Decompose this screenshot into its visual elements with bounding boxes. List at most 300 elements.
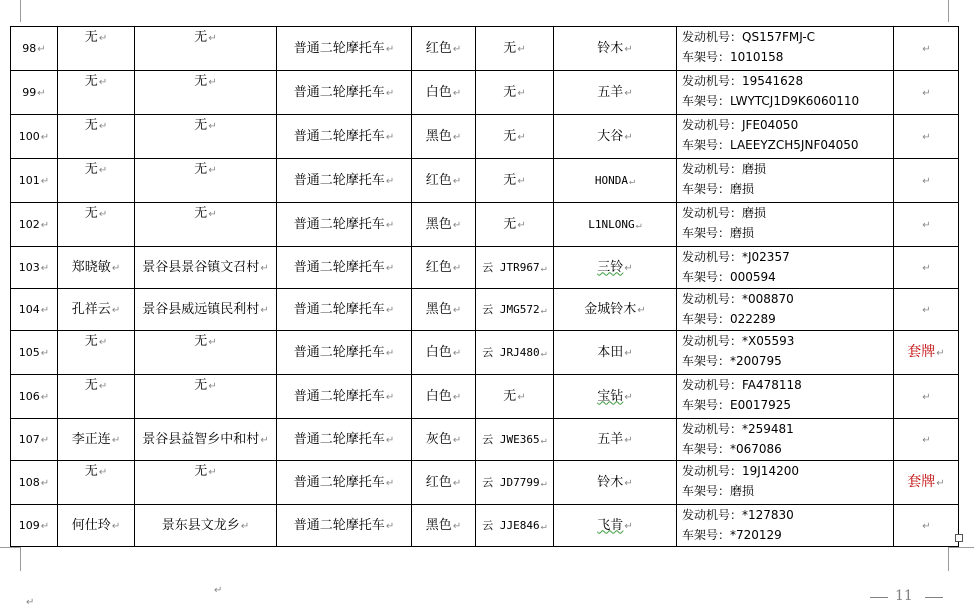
paragraph-mark: ↵ [452, 477, 462, 489]
paragraph-mark: ↵ [452, 131, 462, 143]
number-text: 102 [18, 217, 40, 231]
paragraph-mark: ↵ [111, 262, 121, 274]
cell-vehicle-type[interactable] [277, 27, 412, 71]
paragraph-mark: ↵ [452, 87, 462, 99]
cell-ids[interactable] [677, 159, 894, 203]
cell-vehicle-type[interactable] [277, 115, 412, 159]
paragraph-mark: ↵ [208, 121, 217, 132]
cell-ids[interactable] [677, 331, 894, 375]
vehicle-type-text: 普通二轮摩托车 [293, 40, 385, 56]
cell-vehicle-type[interactable] [277, 71, 412, 115]
paragraph-mark: ↵ [40, 175, 50, 187]
paragraph-mark: ↵ [40, 434, 50, 446]
paragraph-mark: ↵ [452, 175, 462, 187]
paragraph-mark: ↵ [40, 304, 50, 316]
paragraph-mark: ↵ [452, 520, 462, 532]
paragraph-mark: ↵ [37, 87, 46, 99]
vehicle-type-text: 普通二轮摩托车 [293, 474, 385, 490]
cell-color[interactable] [412, 331, 476, 375]
cell-vehicle-type[interactable] [277, 375, 412, 419]
paragraph-mark: ↵ [98, 33, 108, 44]
cell-remark[interactable] [894, 247, 959, 289]
paragraph-mark: ↵ [98, 209, 108, 220]
cell-brand[interactable] [554, 331, 677, 375]
paragraph-mark: ↵ [922, 131, 931, 143]
address-text: 无 [194, 206, 208, 221]
cell-ids[interactable] [677, 203, 894, 247]
paragraph-mark: ↵ [517, 175, 526, 187]
cell-vehicle-type[interactable] [277, 289, 412, 331]
brand-text: 金城铃木 [584, 301, 637, 317]
paragraph-mark: ↵ [452, 43, 462, 55]
frame-number: 车架号：1010158 [682, 50, 784, 64]
plate-text: 无 [503, 388, 517, 404]
paragraph-mark: ↵ [624, 87, 633, 99]
cell-plate[interactable] [476, 27, 554, 71]
cell-brand[interactable] [554, 289, 677, 331]
brand-text: 五羊 [597, 84, 624, 100]
cell-ids[interactable] [677, 71, 894, 115]
engine-number: 发动机号：*127830 [682, 508, 794, 522]
cell-color[interactable] [412, 461, 476, 505]
paragraph-mark: ↵ [385, 304, 395, 316]
paragraph-mark: ↵ [922, 175, 931, 187]
address-text: 景谷县威远镇民利村 [142, 301, 260, 317]
number-text: 105 [18, 345, 40, 359]
paragraph-mark: ↵ [540, 347, 547, 359]
table-row [11, 375, 959, 419]
engine-number: 发动机号：磨损 [682, 206, 767, 220]
paragraph-mark: ↵ [624, 262, 633, 274]
owner-text: 李正连 [71, 431, 111, 447]
frame-number: 车架号：*067086 [682, 442, 782, 456]
paragraph-mark: ↵ [452, 347, 462, 359]
crop-mark-bottom-left-h [0, 547, 20, 548]
cell-ids[interactable] [677, 247, 894, 289]
cell-ids[interactable] [677, 27, 894, 71]
vehicle-type-text: 普通二轮摩托车 [293, 172, 385, 188]
paragraph-mark: ↵ [936, 477, 945, 489]
cell-address[interactable] [135, 27, 277, 71]
cell-brand[interactable] [554, 461, 677, 505]
brand-text: 五羊 [597, 431, 624, 447]
frame-number: 车架号：*200795 [682, 354, 782, 368]
color-text: 灰色 [425, 431, 452, 447]
vehicle-type-text: 普通二轮摩托车 [293, 431, 385, 447]
vehicle-type-text: 普通二轮摩托车 [293, 259, 385, 275]
cell-plate[interactable] [476, 247, 554, 289]
cell-plate[interactable] [476, 115, 554, 159]
brand-text: 铃木 [597, 474, 624, 490]
cell-color[interactable] [412, 247, 476, 289]
address-text: 无 [194, 74, 208, 89]
color-text: 黑色 [425, 128, 452, 144]
cell-remark[interactable] [894, 419, 959, 461]
paragraph-mark: ↵ [629, 175, 636, 187]
address-text: 无 [194, 162, 208, 177]
paragraph-mark: ↵ [98, 121, 108, 132]
cell-address[interactable] [135, 419, 277, 461]
frame-number: 车架号：磨损 [682, 484, 755, 498]
frame-number: 车架号：LAEEYZCH5JNF04050 [682, 138, 859, 152]
paragraph-mark: ↵ [26, 597, 35, 608]
cell-number[interactable] [11, 71, 58, 115]
cell-brand[interactable] [554, 375, 677, 419]
page-number: 11 [895, 588, 913, 604]
cell-number[interactable] [11, 247, 58, 289]
paragraph-mark: ↵ [385, 131, 395, 143]
paragraph-mark: ↵ [385, 262, 395, 274]
cell-remark[interactable] [894, 115, 959, 159]
engine-number: 发动机号：QS157FMJ-C [682, 30, 816, 44]
cell-ids[interactable] [677, 505, 894, 547]
cell-ids[interactable] [677, 375, 894, 419]
frame-number: 车架号：022289 [682, 312, 776, 326]
paragraph-mark: ↵ [37, 43, 46, 55]
cell-remark[interactable] [894, 505, 959, 547]
paragraph-mark: ↵ [385, 477, 395, 489]
cell-number[interactable] [11, 419, 58, 461]
paragraph-mark: ↵ [40, 262, 50, 274]
plate-text: 云 JJE846 [482, 518, 540, 532]
color-text: 红色 [425, 474, 452, 490]
paragraph-mark: ↵ [98, 467, 108, 478]
address-text: 景谷县益智乡中和村 [142, 431, 260, 447]
cell-ids[interactable] [677, 115, 894, 159]
cell-vehicle-type[interactable] [277, 331, 412, 375]
plate-text: 无 [503, 84, 517, 100]
paragraph-mark: ↵ [385, 87, 395, 99]
cell-vehicle-type[interactable] [277, 419, 412, 461]
paragraph-mark: ↵ [385, 391, 395, 403]
paragraph-mark: ↵ [40, 520, 50, 532]
plate-text: 云 JMG572 [482, 302, 540, 316]
cell-color[interactable] [412, 375, 476, 419]
frame-number: 车架号：E0017925 [682, 398, 792, 412]
cell-remark[interactable] [894, 159, 959, 203]
table-row [11, 27, 959, 71]
table-row [11, 419, 959, 461]
paragraph-mark: ↵ [385, 434, 395, 446]
owner-text: 无 [84, 464, 98, 479]
cell-plate[interactable] [476, 331, 554, 375]
cell-owner[interactable] [58, 419, 135, 461]
cell-address[interactable] [135, 159, 277, 203]
color-text: 黑色 [425, 216, 452, 232]
plate-text: 云 JWE365 [482, 432, 540, 446]
paragraph-mark: ↵ [922, 520, 931, 532]
remark-text: 套牌 [907, 473, 936, 490]
plate-text: 无 [503, 172, 517, 188]
number-text: 101 [18, 173, 40, 187]
plate-text: 无 [503, 216, 517, 232]
engine-number: 发动机号：19541628 [682, 74, 804, 88]
cell-address[interactable] [135, 505, 277, 547]
plate-text: 无 [503, 40, 517, 56]
plate-text: 无 [503, 128, 517, 144]
cell-brand[interactable] [554, 159, 677, 203]
paragraph-mark: ↵ [385, 175, 395, 187]
number-text: 104 [18, 302, 40, 316]
plate-text: 云 JTR967 [482, 260, 540, 274]
cell-color[interactable] [412, 419, 476, 461]
cell-owner[interactable] [58, 331, 135, 375]
cell-owner[interactable] [58, 27, 135, 71]
brand-text: 飞肯 [597, 517, 624, 533]
paragraph-mark: ↵ [517, 219, 526, 231]
cell-plate[interactable] [476, 71, 554, 115]
cell-color[interactable] [412, 71, 476, 115]
paragraph-mark: ↵ [208, 381, 217, 392]
paragraph-mark: ↵ [452, 434, 462, 446]
paragraph-mark: ↵ [517, 131, 526, 143]
cell-brand[interactable] [554, 27, 677, 71]
number-text: 103 [18, 260, 40, 274]
color-text: 红色 [425, 259, 452, 275]
paragraph-mark: ↵ [624, 43, 633, 55]
paragraph-mark: ↵ [540, 520, 547, 532]
color-text: 白色 [425, 388, 452, 404]
paragraph-mark: ↵ [40, 219, 50, 231]
vehicle-type-text: 普通二轮摩托车 [293, 216, 385, 232]
color-text: 白色 [425, 84, 452, 100]
page-number-dash-right [925, 597, 943, 598]
vehicle-type-text: 普通二轮摩托车 [293, 517, 385, 533]
table-resize-handle[interactable] [955, 534, 963, 542]
paragraph-mark: ↵ [40, 391, 50, 403]
cell-address[interactable] [135, 71, 277, 115]
cell-color[interactable] [412, 159, 476, 203]
cell-plate[interactable] [476, 505, 554, 547]
paragraph-mark: ↵ [517, 87, 526, 99]
paragraph-mark: ↵ [208, 467, 217, 478]
plate-text: 云 JRJ480 [482, 345, 540, 359]
engine-number: 发动机号：19J14200 [682, 464, 799, 478]
crop-mark-bottom-right-h [948, 547, 974, 548]
paragraph-mark: ↵ [208, 337, 217, 348]
cell-number[interactable] [11, 461, 58, 505]
brand-text: 宝钻 [597, 388, 624, 404]
cell-address[interactable] [135, 203, 277, 247]
cell-remark[interactable] [894, 461, 959, 505]
paragraph-mark: ↵ [260, 434, 269, 446]
address-text: 无 [194, 378, 208, 393]
number-text: 107 [18, 432, 40, 446]
cell-owner[interactable] [58, 115, 135, 159]
paragraph-mark: ↵ [922, 43, 931, 55]
cell-number[interactable] [11, 27, 58, 71]
paragraph-mark: ↵ [208, 33, 217, 44]
owner-text: 何仕玲 [71, 517, 111, 533]
paragraph-mark: ↵ [240, 520, 250, 532]
paragraph-mark: ↵ [40, 347, 50, 359]
vehicle-type-text: 普通二轮摩托车 [293, 301, 385, 317]
paragraph-mark: ↵ [922, 434, 931, 446]
paragraph-mark: ↵ [98, 381, 108, 392]
engine-number: 发动机号：磨损 [682, 162, 767, 176]
cell-remark[interactable] [894, 289, 959, 331]
paragraph-mark: ↵ [208, 77, 217, 88]
table-row [11, 203, 959, 247]
cell-owner[interactable] [58, 375, 135, 419]
cell-plate[interactable] [476, 375, 554, 419]
cell-address[interactable] [135, 289, 277, 331]
paragraph-mark: ↵ [635, 219, 642, 231]
paragraph-mark: ↵ [452, 391, 462, 403]
address-text: 景东县文龙乡 [161, 517, 240, 533]
cell-number[interactable] [11, 289, 58, 331]
cell-ids[interactable] [677, 461, 894, 505]
paragraph-mark: ↵ [111, 304, 121, 316]
cell-color[interactable] [412, 203, 476, 247]
paragraph-mark: ↵ [624, 434, 633, 446]
table-row [11, 461, 959, 505]
cell-remark[interactable] [894, 375, 959, 419]
cell-owner[interactable] [58, 203, 135, 247]
cell-plate[interactable] [476, 461, 554, 505]
cell-address[interactable] [135, 115, 277, 159]
cell-number[interactable] [11, 505, 58, 547]
color-text: 黑色 [425, 301, 452, 317]
vehicle-table [10, 26, 959, 547]
paragraph-mark: ↵ [111, 434, 121, 446]
number-text: 100 [18, 129, 40, 143]
crop-mark-top-left [20, 0, 21, 22]
cell-address[interactable] [135, 331, 277, 375]
cell-remark[interactable] [894, 203, 959, 247]
paragraph-mark: ↵ [637, 304, 646, 316]
engine-number: 发动机号：*259481 [682, 422, 794, 436]
cell-address[interactable] [135, 247, 277, 289]
cell-address[interactable] [135, 375, 277, 419]
paragraph-mark: ↵ [540, 262, 547, 274]
cell-color[interactable] [412, 289, 476, 331]
paragraph-mark: ↵ [922, 391, 931, 403]
brand-text: 三铃 [597, 259, 624, 275]
paragraph-mark: ↵ [624, 520, 633, 532]
engine-number: 发动机号：JFE04050 [682, 118, 799, 132]
paragraph-mark: ↵ [98, 77, 108, 88]
frame-number: 车架号：LWYTCJ1D9K6060110 [682, 94, 860, 108]
paragraph-mark: ↵ [260, 304, 269, 316]
cell-color[interactable] [412, 27, 476, 71]
cell-vehicle-type[interactable] [277, 159, 412, 203]
paragraph-mark: ↵ [922, 219, 931, 231]
owner-text: 无 [84, 30, 98, 45]
table-row [11, 115, 959, 159]
owner-text: 孔祥云 [71, 301, 111, 317]
number-text: 98 [22, 41, 37, 55]
cell-vehicle-type[interactable] [277, 247, 412, 289]
paragraph-mark: ↵ [111, 520, 121, 532]
paragraph-mark: ↵ [385, 219, 395, 231]
address-text: 无 [194, 464, 208, 479]
table-row [11, 331, 959, 375]
vehicle-type-text: 普通二轮摩托车 [293, 84, 385, 100]
engine-number: 发动机号：*008870 [682, 292, 794, 306]
engine-number: 发动机号：FA478118 [682, 378, 802, 392]
paragraph-mark: ↵ [624, 347, 633, 359]
owner-text: 无 [84, 378, 98, 393]
cell-brand[interactable] [554, 203, 677, 247]
paragraph-mark: ↵ [385, 43, 395, 55]
color-text: 红色 [425, 40, 452, 56]
table-row [11, 71, 959, 115]
cell-plate[interactable] [476, 203, 554, 247]
cell-remark[interactable] [894, 331, 959, 375]
vehicle-table-body [11, 27, 959, 547]
cell-number[interactable] [11, 159, 58, 203]
cell-color[interactable] [412, 505, 476, 547]
table-row [11, 289, 959, 331]
paragraph-mark: ↵ [452, 304, 462, 316]
cell-number[interactable] [11, 331, 58, 375]
paragraph-mark: ↵ [452, 219, 462, 231]
cell-number[interactable] [11, 375, 58, 419]
cell-vehicle-type[interactable] [277, 461, 412, 505]
cell-ids[interactable] [677, 289, 894, 331]
cell-remark[interactable] [894, 27, 959, 71]
color-text: 白色 [425, 344, 452, 360]
remark-text: 套牌 [907, 343, 936, 360]
paragraph-mark: ↵ [540, 434, 547, 446]
cell-vehicle-type[interactable] [277, 505, 412, 547]
cell-remark[interactable] [894, 71, 959, 115]
table-row [11, 159, 959, 203]
paragraph-mark: ↵ [260, 262, 269, 274]
cell-owner[interactable] [58, 247, 135, 289]
address-text: 无 [194, 334, 208, 349]
number-text: 99 [22, 85, 37, 99]
cell-brand[interactable] [554, 419, 677, 461]
cell-owner[interactable] [58, 71, 135, 115]
cell-number[interactable] [11, 203, 58, 247]
paragraph-mark: ↵ [624, 131, 633, 143]
frame-number: 车架号：*720129 [682, 528, 782, 542]
cell-plate[interactable] [476, 159, 554, 203]
cell-plate[interactable] [476, 289, 554, 331]
cell-brand[interactable] [554, 71, 677, 115]
cell-vehicle-type[interactable] [277, 203, 412, 247]
cell-owner[interactable] [58, 505, 135, 547]
cell-address[interactable] [135, 461, 277, 505]
cell-owner[interactable] [58, 461, 135, 505]
paragraph-mark: ↵ [40, 131, 50, 143]
cell-plate[interactable] [476, 419, 554, 461]
cell-ids[interactable] [677, 419, 894, 461]
paragraph-mark: ↵ [936, 347, 945, 359]
paragraph-mark: ↵ [214, 585, 223, 596]
cell-brand[interactable] [554, 505, 677, 547]
cell-owner[interactable] [58, 289, 135, 331]
owner-text: 无 [84, 74, 98, 89]
cell-brand[interactable] [554, 247, 677, 289]
cell-owner[interactable] [58, 159, 135, 203]
paragraph-mark: ↵ [624, 391, 633, 403]
brand-text: 大谷 [597, 128, 624, 144]
owner-text: 无 [84, 206, 98, 221]
paragraph-mark: ↵ [208, 165, 217, 176]
frame-number: 车架号：磨损 [682, 226, 755, 240]
cell-color[interactable] [412, 115, 476, 159]
owner-text: 无 [84, 118, 98, 133]
engine-number: 发动机号：*J02357 [682, 250, 790, 264]
vehicle-type-text: 普通二轮摩托车 [293, 128, 385, 144]
cell-number[interactable] [11, 115, 58, 159]
color-text: 红色 [425, 172, 452, 188]
cell-brand[interactable] [554, 115, 677, 159]
paragraph-mark: ↵ [385, 347, 395, 359]
